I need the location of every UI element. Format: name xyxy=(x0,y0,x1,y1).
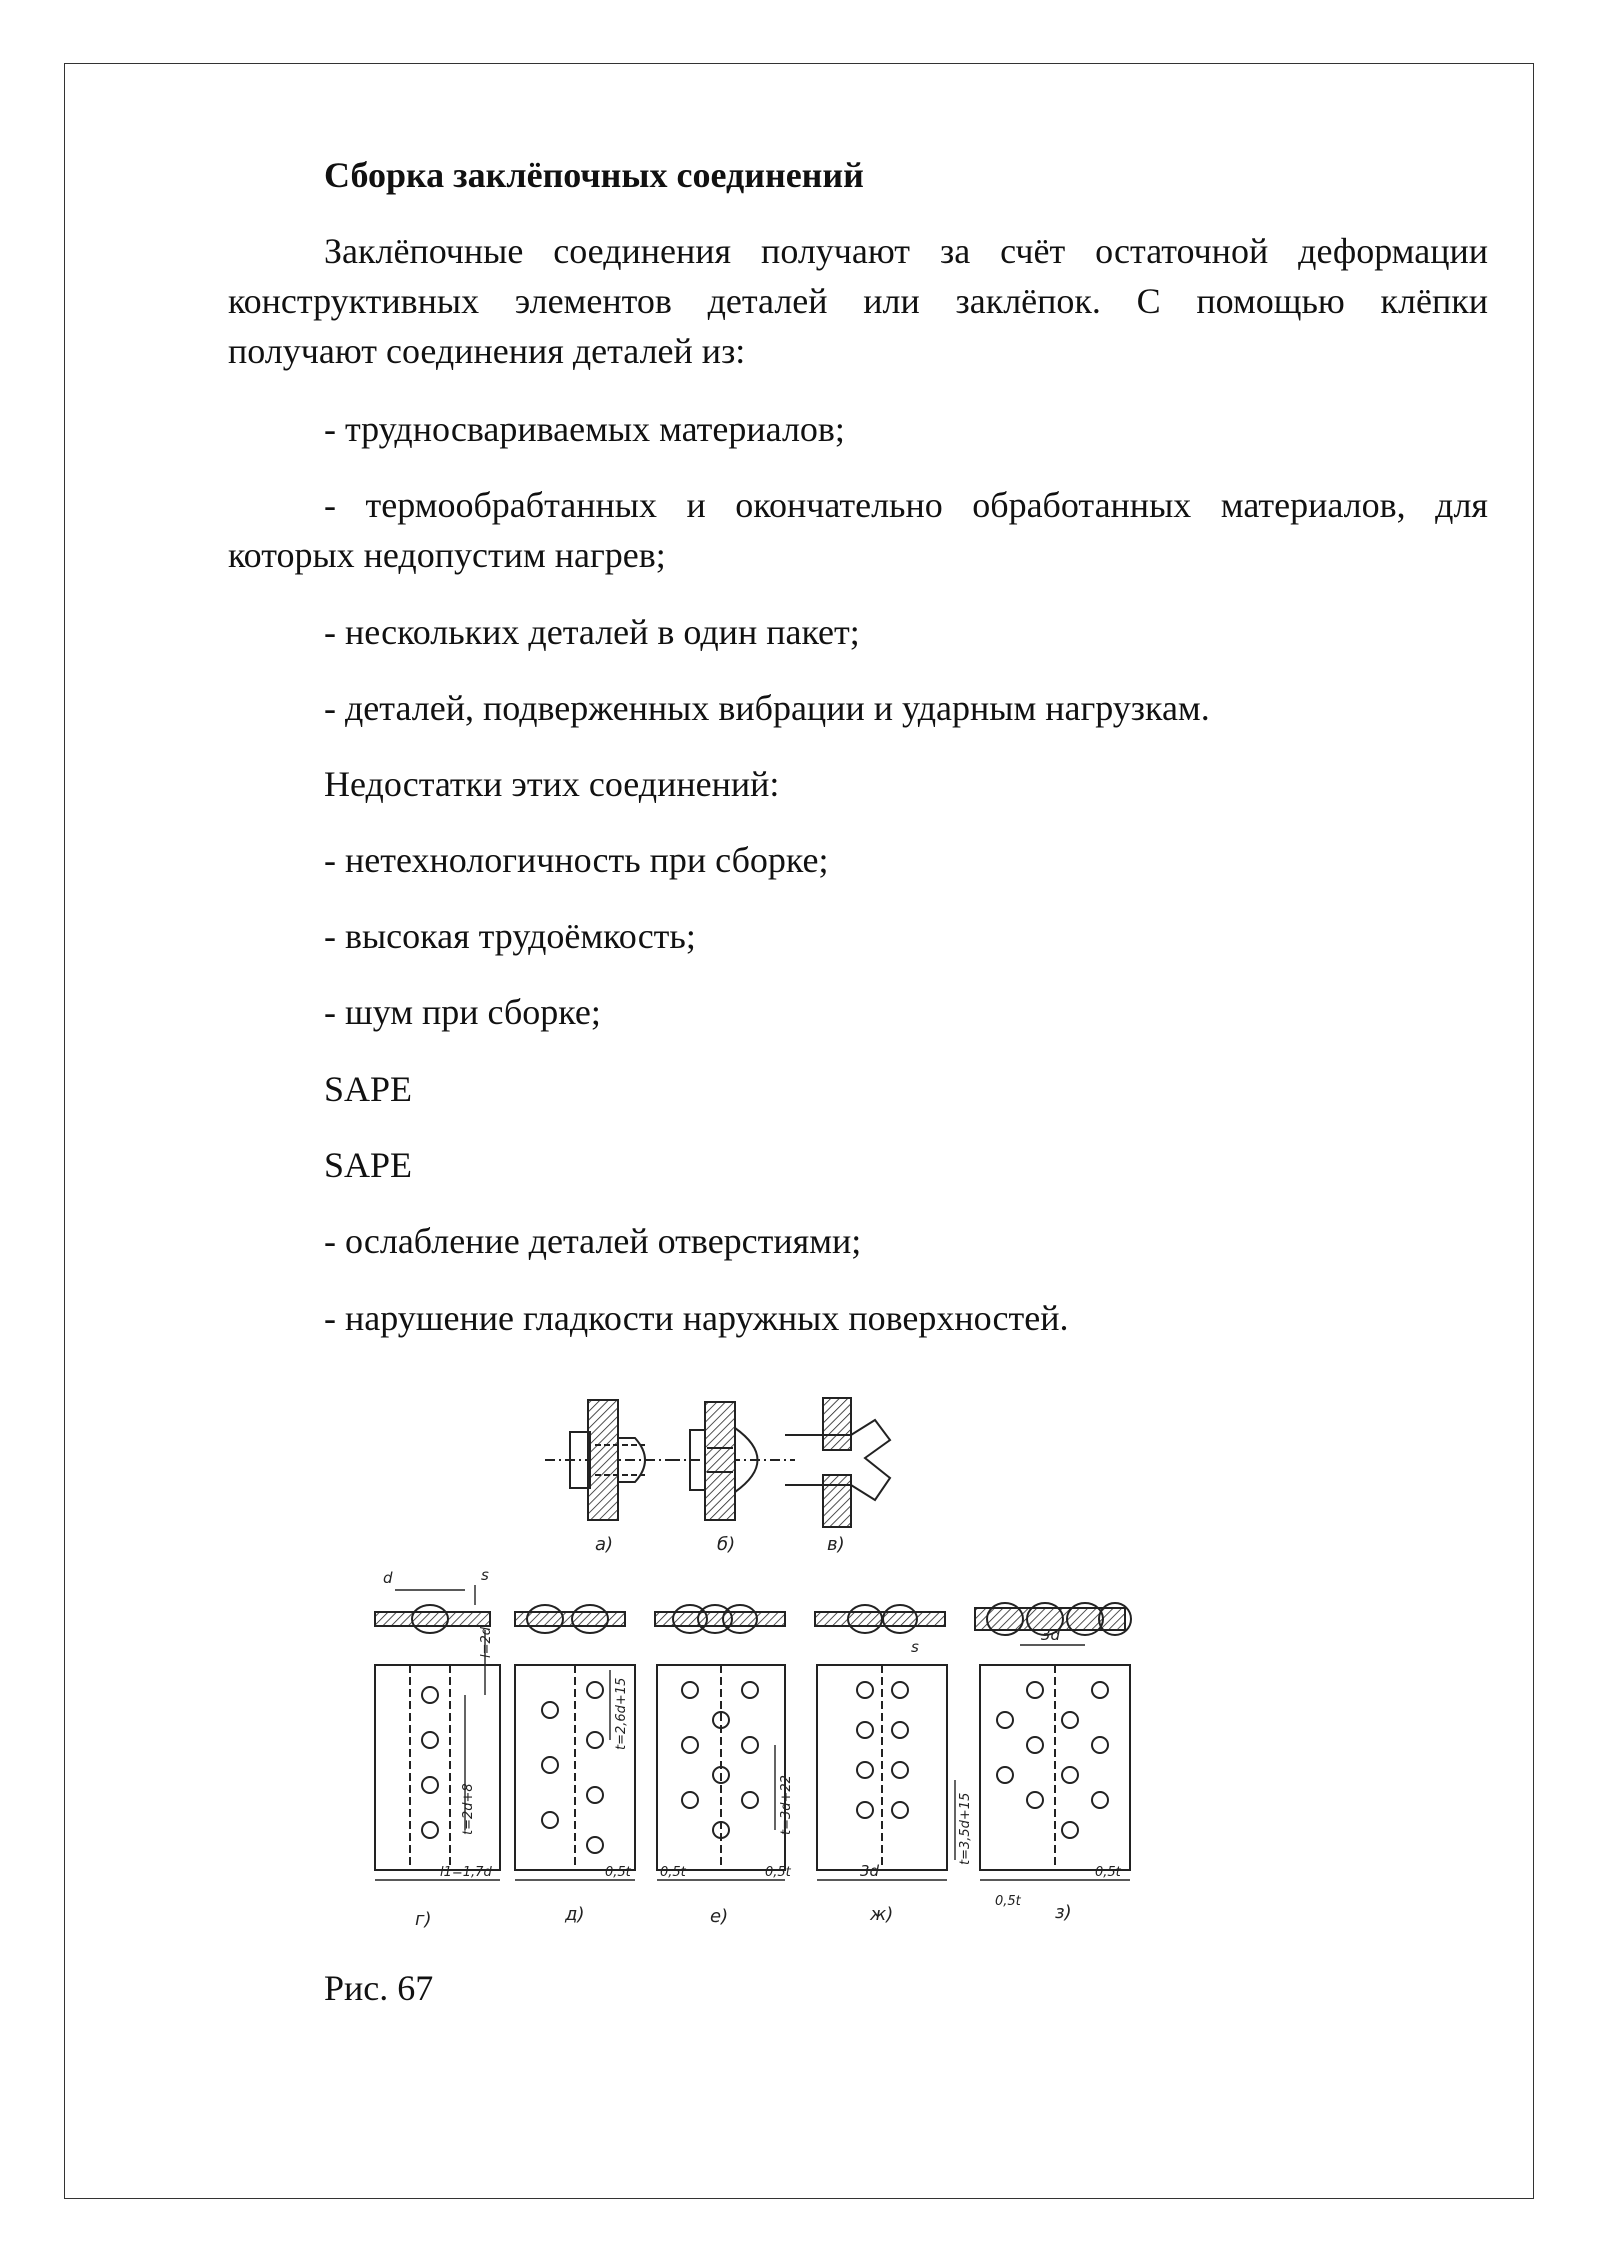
rivet-view-a xyxy=(545,1400,675,1520)
drawback-4: - ослабление деталей отверстиями; xyxy=(324,1221,862,1261)
rivet-holes xyxy=(422,1682,1108,1853)
list-item-1: - трудносвариваемых материалов; xyxy=(324,409,845,449)
label-g: г) xyxy=(415,1909,432,1930)
figure-caption: Рис. 67 xyxy=(324,1968,434,2008)
dim-t-2d8: t=2d+8 xyxy=(461,1783,476,1835)
sape-text-2: SAPE xyxy=(324,1145,413,1185)
sape-text-1: SAPE xyxy=(324,1069,413,1109)
dim-t-3d22: t=3d+22 xyxy=(779,1775,794,1835)
intro-line-2: конструктивных элементов деталей или заклёпок. С помощью клёпки xyxy=(228,281,1488,321)
section-title: Сборка заклёпочных соединений xyxy=(324,155,864,195)
dim-3d: 3d xyxy=(1041,1626,1061,1644)
drawback-1: - нетехнологичность при сборке; xyxy=(324,840,829,880)
dim-05t-5: 0,5t xyxy=(1095,1865,1121,1880)
list-item-2-line-2: которых недопустим нагрев; xyxy=(228,535,666,575)
label-v: в) xyxy=(827,1534,845,1555)
dim-3d-b: 3d xyxy=(860,1862,880,1880)
dim-t-26d15: t=2,6d+15 xyxy=(614,1677,629,1750)
rivet-view-v xyxy=(785,1398,890,1527)
label-zh: ж) xyxy=(870,1904,894,1925)
list-item-4: - деталей, подверженных вибрации и ударным нагрузкам. xyxy=(324,688,1210,728)
drawback-3: - шум при сборке; xyxy=(324,992,601,1032)
intro-line-1: Заклёпочные соединения получают за счёт остаточной деформации xyxy=(324,231,1488,271)
drawback-5: - нарушение гладкости наружных поверхностей. xyxy=(324,1298,1069,1338)
list-item-2-line-1: - термообрабтанных и окончательно обработанных материалов, для xyxy=(324,485,1488,525)
dim-05t-2: 0,5t xyxy=(660,1865,686,1880)
label-z: з) xyxy=(1055,1902,1072,1923)
dim-05t-4: 0,5t xyxy=(995,1894,1021,1909)
dim-05t-3: 0,5t xyxy=(765,1865,791,1880)
rivet-plates-row xyxy=(375,1665,1130,1870)
dim-05t-1: 0,5t xyxy=(605,1865,631,1880)
label-b: б) xyxy=(717,1534,736,1555)
drawback-2: - высокая трудоёмкость; xyxy=(324,916,696,956)
dim-d: d xyxy=(383,1569,393,1587)
rivet-view-b xyxy=(670,1402,795,1520)
dim-t-35d15: t=3,5d+15 xyxy=(958,1792,973,1865)
list-item-3: - нескольких деталей в один пакет; xyxy=(324,612,860,652)
label-a: а) xyxy=(595,1534,614,1555)
dim-l2d: l=2d xyxy=(479,1626,494,1658)
drawbacks-heading: Недостатки этих соединений: xyxy=(324,764,780,804)
dim-l17d: l1=1,7d xyxy=(440,1865,492,1880)
rivet-figure xyxy=(355,1390,1175,1935)
dim-s: s xyxy=(481,1566,489,1584)
label-d: д) xyxy=(565,1904,585,1925)
rivet-drawing xyxy=(355,1390,1175,1935)
label-e: е) xyxy=(710,1906,729,1927)
dim-s-2: s xyxy=(911,1638,919,1656)
intro-line-3: получают соединения деталей из: xyxy=(228,331,746,371)
